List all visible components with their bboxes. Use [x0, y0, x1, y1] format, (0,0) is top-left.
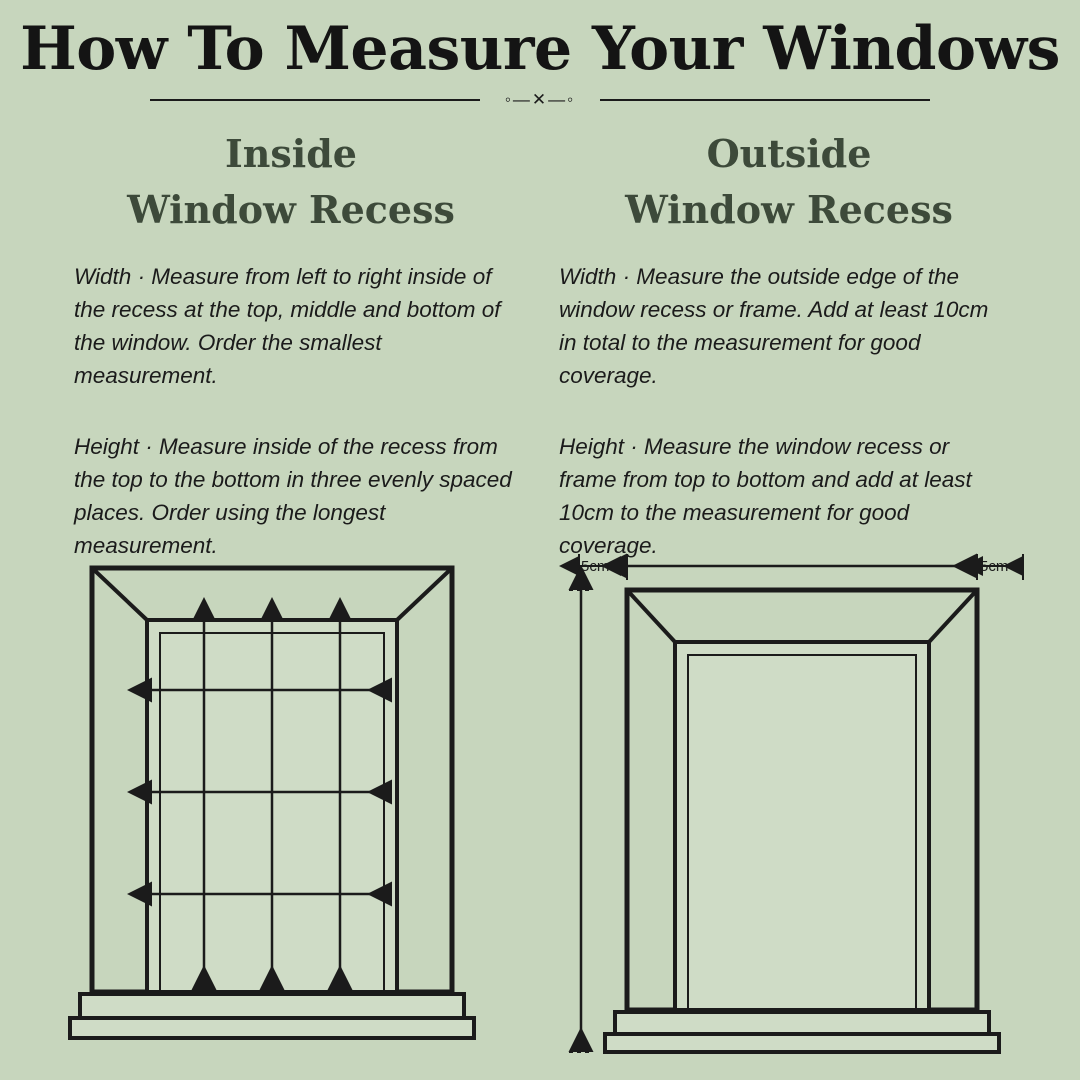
column-title-line1: Inside — [225, 131, 357, 176]
outside-height-paragraph: Height · Measure the window recess or frame from top to bottom and add at least 10cm to the measurement for good coverage. — [559, 434, 972, 558]
column-title-line2: Window Recess — [625, 187, 953, 232]
column-outside-recess — [545, 126, 1015, 562]
outside-window-svg — [545, 548, 1045, 1060]
page-title: How To Measure Your Windows — [20, 14, 1060, 84]
ornamental-divider — [150, 88, 930, 112]
label-right-margin: 5cm — [980, 558, 1009, 575]
inside-height-paragraph: Height · Measure inside of the recess from the top to the bottom in three evenly spaced places. Order using the longest measurement. — [74, 434, 512, 558]
divider-line-left — [150, 99, 480, 101]
divider-ornament-icon: ◦—✕—◦ — [504, 90, 576, 109]
column-inside-recess — [52, 126, 522, 562]
inside-width-paragraph: Width · Measure from left to right inside of the recess at the top, middle and bottom of the window. Order the smallest measurement. — [74, 264, 501, 388]
outside-width-paragraph: Width · Measure the outside edge of the window recess or frame. Add at least 10cm in total to the measurement for good coverage. — [559, 264, 989, 388]
column-title-line1: Outside — [706, 131, 872, 176]
label-left-margin: 5cm — [581, 558, 610, 575]
inside-recess-diagram — [52, 560, 522, 1060]
outside-recess-diagram — [545, 548, 1045, 1060]
inside-window-svg — [52, 560, 522, 1060]
column-title-line2: Window Recess — [127, 187, 455, 232]
divider-line-right — [600, 99, 930, 101]
